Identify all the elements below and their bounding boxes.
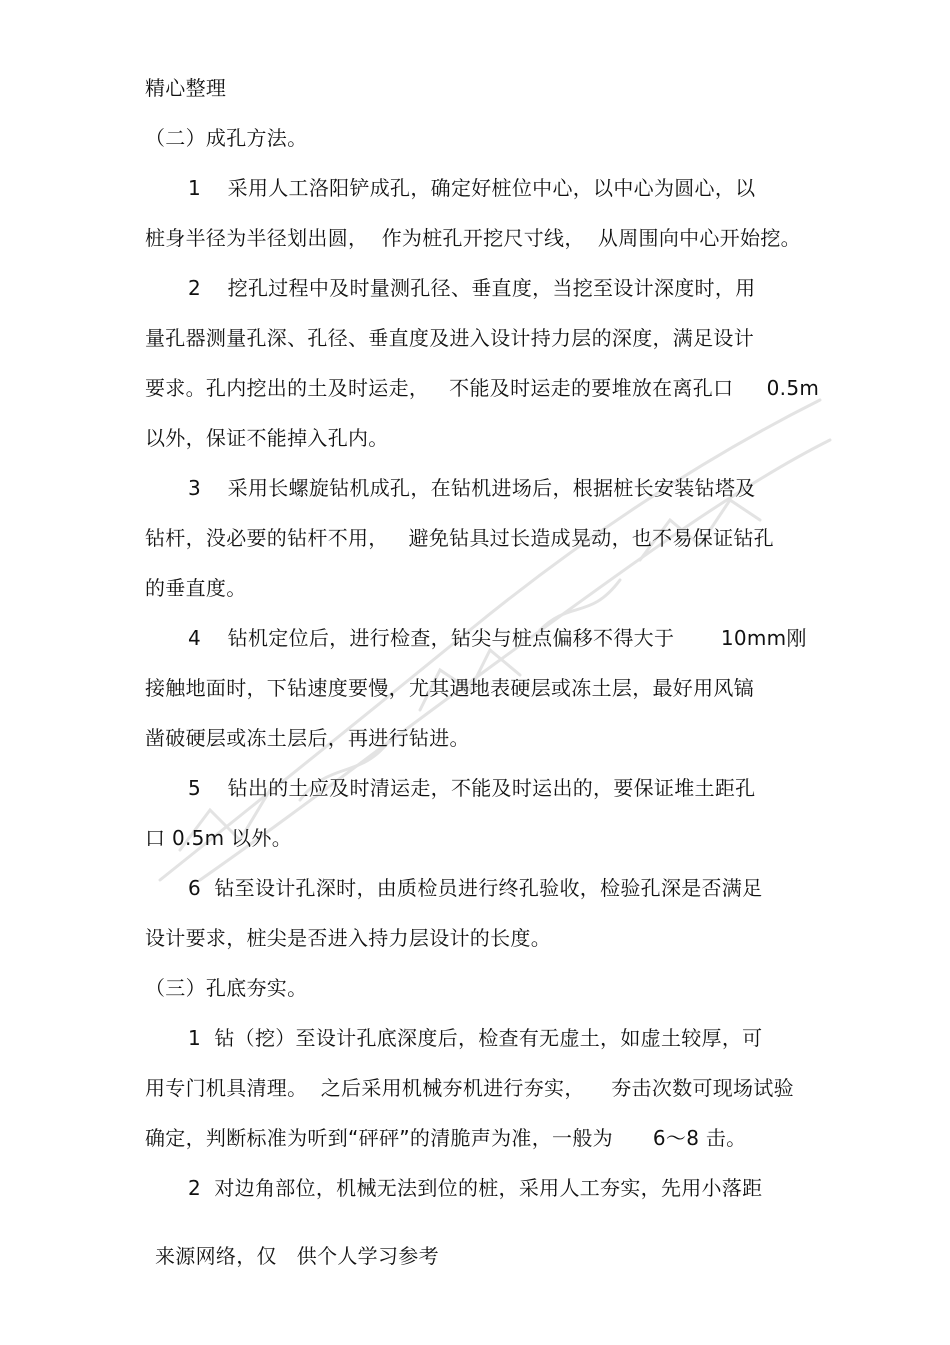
page-header-label: 精心整理 xyxy=(145,76,227,100)
paragraph-line: 以外，保证不能掉入孔内。 xyxy=(145,426,389,450)
paragraph-line: 用专门机具清理。 之后采用机械夯机进行夯实， 夯击次数可现场试验 xyxy=(145,1076,794,1100)
section-heading-3: （三）孔底夯实。 xyxy=(145,976,308,1000)
paragraph-line: 钻杆，没必要的钻杆不用， 避免钻具过长造成晃动，也不易保证钻孔 xyxy=(145,526,774,550)
paragraph-line: 4 钻机定位后，进行检查，钻尖与桩点偏移不得大于 10mm刚 xyxy=(188,626,807,650)
paragraph-line: 确定，判断标准为听到“砰砰”的清脆声为准，一般为 6～8 击。 xyxy=(145,1126,747,1150)
paragraph-line: 要求。孔内挖出的土及时运走， 不能及时运走的要堆放在离孔口 0.5m xyxy=(145,376,820,400)
paragraph-line: 口 0.5m 以外。 xyxy=(145,826,293,850)
paragraph-line: 3 采用长螺旋钻机成孔，在钻机进场后，根据桩长安装钻塔及 xyxy=(188,476,756,500)
paragraph-line: 的垂直度。 xyxy=(145,576,247,600)
section-heading-2: （二）成孔方法。 xyxy=(145,126,308,150)
paragraph-line: 1 采用人工洛阳铲成孔，确定好桩位中心，以中心为圆心，以 xyxy=(188,176,756,200)
paragraph-line: 设计要求，桩尖是否进入持力层设计的长度。 xyxy=(145,926,551,950)
paragraph-line: 2 对边角部位，机械无法到位的桩，采用人工夯实，先用小落距 xyxy=(188,1176,763,1200)
paragraph-line: 1 钻（挖）至设计孔底深度后，检查有无虚土，如虚土较厚，可 xyxy=(188,1026,763,1050)
paragraph-line: 桩身半径为半径划出圆， 作为桩孔开挖尺寸线， 从周围向中心开始挖。 xyxy=(145,226,801,250)
paragraph-line: 接触地面时，下钻速度要慢，尤其遇地表硬层或冻土层，最好用风镐 xyxy=(145,676,754,700)
footer-note: 来源网络，仅 供个人学习参考 xyxy=(155,1244,439,1268)
paragraph-line: 2 挖孔过程中及时量测孔径、垂直度，当挖至设计深度时，用 xyxy=(188,276,756,300)
paragraph-line: 凿破硬层或冻土层后，再进行钻进。 xyxy=(145,726,470,750)
paragraph-line: 5 钻出的土应及时清运走，不能及时运出的，要保证堆土距孔 xyxy=(188,776,756,800)
paragraph-line: 6 钻至设计孔深时，由质检员进行终孔验收，检验孔深是否满足 xyxy=(188,876,763,900)
paragraph-line: 量孔器测量孔深、孔径、垂直度及进入设计持力层的深度，满足设计 xyxy=(145,326,754,350)
